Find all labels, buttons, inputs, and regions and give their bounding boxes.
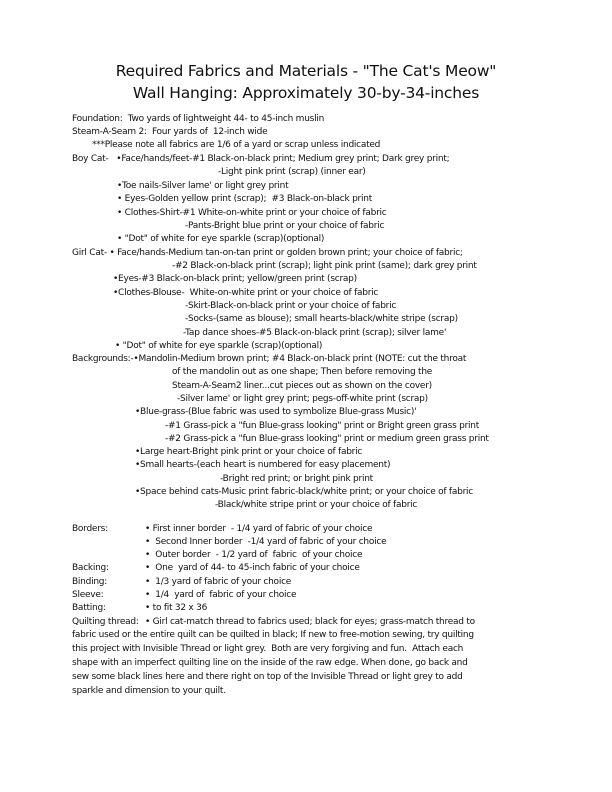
boy-cat-face-line: Boy Cat- •Face/hands/feet-#1 Black-on-black print; Medium grey print; Dark grey print; bbox=[72, 154, 450, 164]
quilting-line-6: sparkle and dimension to your quilt. bbox=[72, 686, 226, 696]
backgrounds-grass-2-line: -#2 Grass-pick a "fun Blue-grass looking" print or medium green grass print bbox=[165, 434, 489, 444]
backgrounds-grass-1-line: -#1 Grass-pick a "fun Blue-grass looking" print or Bright green grass print bbox=[165, 421, 480, 431]
boy-cat-shirt-line: • Clothes-Shirt-#1 White-on-white print or your choice of fabric bbox=[117, 208, 387, 218]
backgrounds-red-print-line: -Bright red print; or bright pink print bbox=[220, 474, 373, 484]
girl-cat-skirt-line: -Skirt-Black-on-black print or your choice of fabric bbox=[185, 301, 397, 311]
boy-cat-toe-line: •Toe nails-Silver lame' or light grey print bbox=[117, 181, 289, 191]
borders-outer-line: • Outer border - 1/2 yard of fabric of your choice bbox=[145, 550, 363, 560]
borders-first-line: • First inner border - 1/4 yard of fabric of your choice bbox=[145, 524, 373, 534]
backgrounds-large-heart-line: •Large heart-Bright pink print or your choice of fabric bbox=[135, 447, 363, 457]
quilting-line-1: • Girl cat-match thread to fabrics used; black for eyes; grass-match thread to bbox=[145, 617, 475, 627]
backgrounds-small-hearts-line: •Small hearts-(each heart is numbered for easy placement) bbox=[135, 460, 391, 470]
backgrounds-space-line: •Space behind cats-Music print fabric-black/white print; or your choice of fabric bbox=[135, 487, 473, 497]
batting-label: Batting: bbox=[72, 603, 106, 613]
binding-value: • 1/3 yard of fabric of your choice bbox=[145, 577, 292, 587]
girl-cat-eyes-line: •Eyes-#3 Black-on-black print; yellow/green print (scrap) bbox=[113, 274, 357, 284]
backing-label: Backing: bbox=[72, 563, 109, 573]
borders-label: Borders: bbox=[72, 524, 108, 534]
girl-cat-shoes-line: -Tap dance shoes-#5 Black-on-black print (scrap); silver lame' bbox=[183, 328, 447, 338]
backgrounds-stripe-line: -Black/white stripe print or your choice of fabric bbox=[215, 500, 418, 510]
backing-value: • One yard of 44- to 45-inch fabric of your choice bbox=[145, 563, 360, 573]
foundation-line: Foundation: Two yards of lightweight 44- to 45-inch muslin bbox=[72, 114, 325, 124]
boy-cat-dot-line: • "Dot" of white for eye sparkle (scrap)(optional) bbox=[117, 234, 325, 244]
quilting-line-4: shape with an imperfect quilting line on the inside of the raw edge. When done, go back and bbox=[72, 658, 468, 668]
quilting-line-2: fabric used or the entire quilt can be quilted in black; If new to free-motion sewing, try quilting bbox=[72, 630, 474, 640]
girl-cat-face-line: Girl Cat- • Face/hands-Medium tan-on-tan print or golden brown print; your choice of fabric; bbox=[72, 248, 463, 258]
girl-cat-socks-line: -Socks-(same as blouse); small hearts-black/white stripe (scrap) bbox=[185, 314, 458, 324]
boy-cat-pants-line: -Pants-Bright blue print or your choice of fabric bbox=[185, 221, 385, 231]
quilting-label: Quilting thread: bbox=[72, 617, 139, 627]
steam-a-seam-line: Steam-A-Seam 2: Four yards of 12-inch wide bbox=[72, 127, 268, 137]
binding-label: Binding: bbox=[72, 577, 108, 587]
backgrounds-mandolin-line-4: -Silver lame' or light grey print; pegs-off-white print (scrap) bbox=[177, 394, 428, 404]
girl-cat-prints-line: -#2 Black-on-black print (scrap); light pink print (same); dark grey print bbox=[172, 261, 477, 271]
borders-second-line: • Second Inner border -1/4 yard of fabric of your choice bbox=[145, 537, 387, 547]
batting-value: • to fit 32 x 36 bbox=[145, 603, 208, 613]
backgrounds-mandolin-line-3: Steam-A-Seam2 liner...cut pieces out as shown on the cover) bbox=[172, 381, 432, 391]
fabric-note-line: ***Please note all fabrics are 1/6 of a yard or scrap unless indicated bbox=[92, 140, 381, 150]
backgrounds-mandolin-line-2: of the mandolin out as one shape; Then before removing the bbox=[172, 367, 433, 377]
backgrounds-bluegrass-line: •Blue-grass-(Blue fabric was used to symbolize Blue-grass Music)' bbox=[135, 407, 417, 417]
boy-cat-ear-line: -Light pink print (scrap) (inner ear) bbox=[218, 167, 366, 177]
boy-cat-eyes-line: • Eyes-Golden yellow print (scrap); #3 Black-on-black print bbox=[117, 194, 372, 204]
quilting-line-3: this project with Invisible Thread or light grey. Both are very forgiving and fun. Attach each bbox=[72, 644, 464, 654]
girl-cat-dot-line: • "Dot" of white for eye sparkle (scrap)(optional) bbox=[115, 341, 323, 351]
girl-cat-blouse-line: •Clothes-Blouse- White-on-white print or your choice of fabric bbox=[113, 288, 379, 298]
backgrounds-mandolin-line: Backgrounds:-•Mandolin-Medium brown print; #4 Black-on-black print (NOTE: cut the throat bbox=[72, 354, 467, 364]
sleeve-label: Sleeve: bbox=[72, 590, 104, 600]
page-title-line-1: Required Fabrics and Materials - "The Cat's Meow" bbox=[115, 62, 497, 80]
sleeve-value: • 1/4 yard of fabric of your choice bbox=[145, 590, 297, 600]
page-title-line-2: Wall Hanging: Approximately 30-by-34-inches bbox=[132, 84, 480, 102]
quilting-line-5: sew some black lines here and there right on top of the Invisible Thread or light grey to add bbox=[72, 672, 463, 682]
